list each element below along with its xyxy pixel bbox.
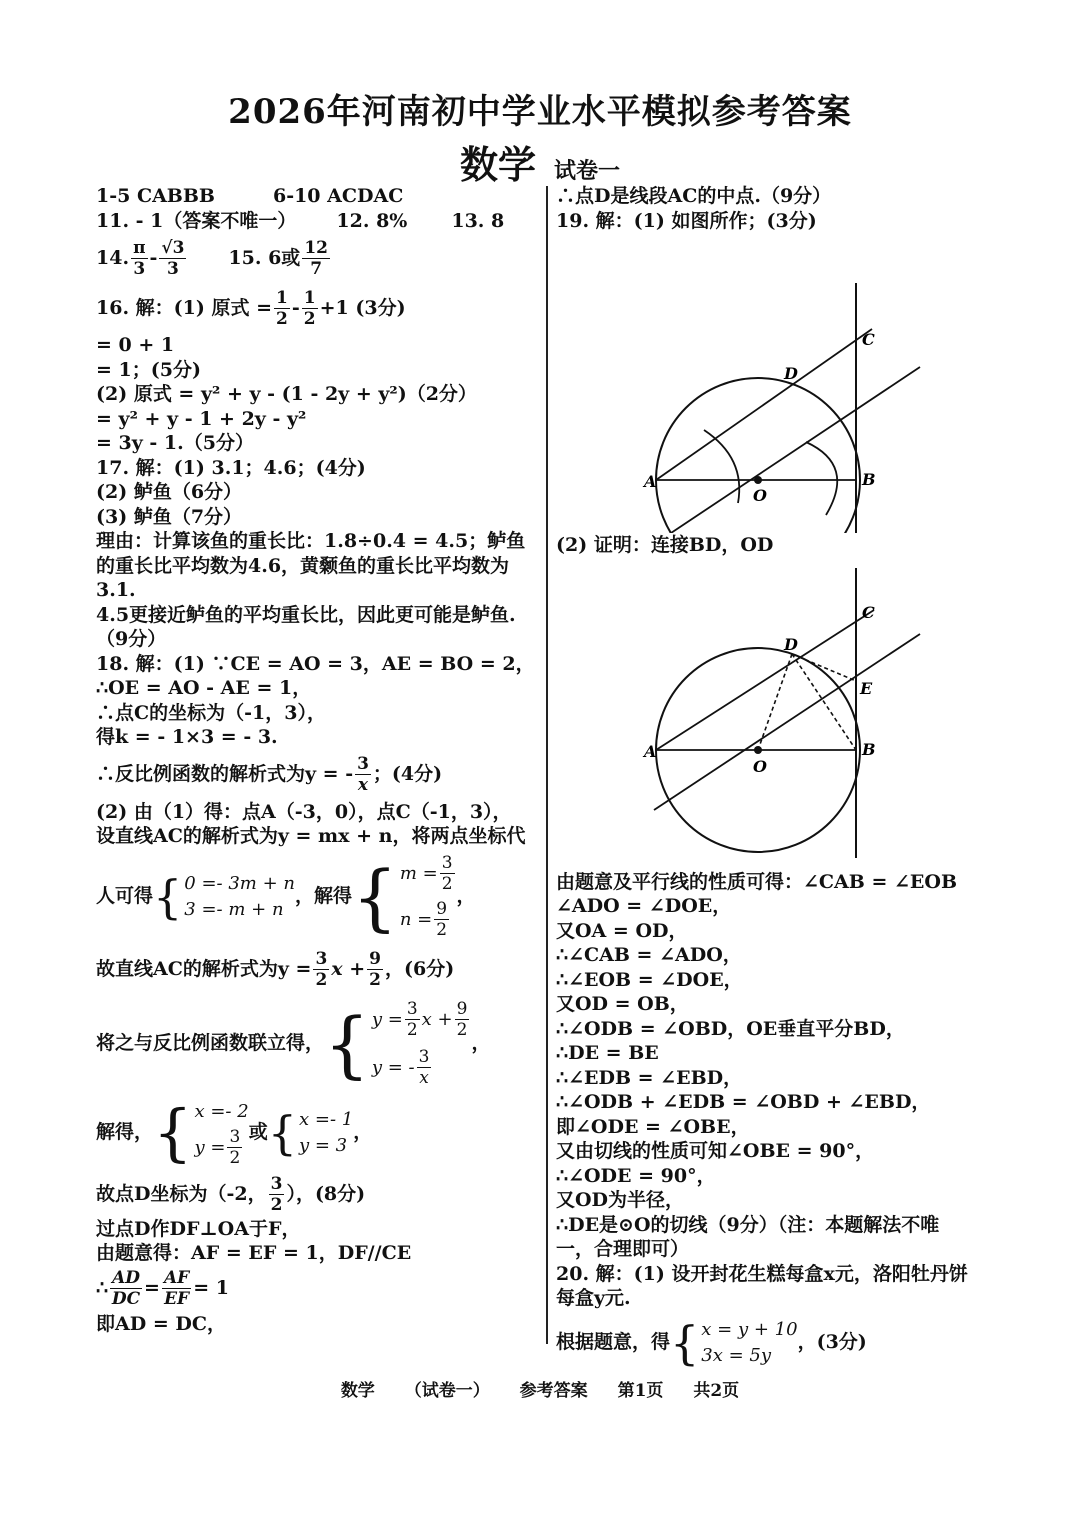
q18-solution-mn: { m = $\frac{3}{2}$ n = $\frac{9}{2}$ [352,853,453,940]
q18-system1-eq2: 3 =- m + n [184,898,284,920]
q18-line15-result: = 1 [193,1277,229,1300]
q18-line5 [96,750,540,800]
answer-12: 12. 8% [336,209,408,232]
footer-subject: 数学 [340,1381,375,1401]
q20-system-score: ，(3分) [797,1331,867,1354]
paper-name: 试卷一 [554,158,621,184]
answers-1-10 [96,184,540,209]
q18-line9-x: x + [331,958,366,981]
fig1-label-o: O [753,486,767,505]
q18-system2-y2: y = - [371,1056,415,1078]
q18-line9-text: 故直线AC的解析式为y = [96,958,312,981]
left-column [96,184,540,1336]
answers-11-13 [96,209,540,234]
q18-system1: { 0 =- 3m + n 3 =- m + n [153,869,295,924]
q18-root2-x: x =- 1 [298,1108,354,1130]
answer-13: 13. 8 [451,209,505,232]
q18-root1-y: y = [194,1136,226,1158]
q19-proof-16: 一，合理即可） [556,1238,690,1260]
q18-system2-row [96,995,540,1093]
fig1-label-b: B [862,470,876,489]
page-footer [0,1376,1080,1401]
q18-line9-score: ，(6分) [385,958,455,981]
fig2-od-dashed [758,654,792,750]
q19-proof-11: 即∠ODE = ∠OBE， [556,1115,750,1138]
fig2-label-a: A [644,741,657,761]
column-divider [546,186,548,1344]
q18-line5-frac: $\frac{3}{x}$ [357,754,369,795]
q19-proof-12: 又由切线的性质可知∠OBE = 90°， [556,1140,875,1162]
answers-14-15 [96,233,540,283]
q18-line12-frac: $\frac{3}{2}$ [270,1174,283,1215]
q17-reason: 理由：计算该鱼的重长比：1.8÷0.4 = 4.5；鲈鱼的重长比平均数为4.6，黄颡鱼的重长比平均数为3.1. [96,530,526,601]
footer-page: 第1页 [617,1381,664,1401]
fig2-center-point [754,746,762,754]
q18-system2-y1: y = [371,1008,403,1030]
q16-line3: = 1；(5分) [96,358,201,381]
q18-or: 或 [248,1121,268,1144]
q18-roots-comma: ， [353,1121,373,1144]
q18-line15-frac2: $\frac{AF}{EF}$ [163,1268,190,1309]
q18-m-frac: $\frac{3}{2}$ [441,853,453,894]
q16-line4: (2) 原式 = y² + y - (1 - 2y + y²)（2分） [96,383,477,405]
q18-line2: ∴OE = AO - AE = 1， [96,677,312,699]
answer-14-frac2: $\frac{√3}{3}$ [161,237,185,279]
page-title: 2026年河南初中学业水平模拟参考答案 [228,92,852,132]
q19-proof-heading: (2) 证明：连接BD，OD [556,534,774,556]
q17-conclusion: 4.5更接近鲈鱼的平均重长比，因此更可能是鲈鱼.（9分） [96,603,516,650]
q18-line16: 即AD = DC， [96,1312,226,1335]
q18-line9-frac2: $\frac{9}{2}$ [369,949,382,990]
q18-line12-score: ），(8分) [286,1183,366,1206]
q18-system2-comma: ， [471,1032,491,1055]
q18-line7: 设直线AC的解析式为y = mx + n，将两点坐标代 [96,825,526,847]
q19-proof-9: ∴∠EDB = ∠EBD， [556,1066,743,1089]
q19-proof-7: ∴∠ODB = ∠OBD，OE垂直平分BD， [556,1017,905,1040]
q18-line5-score: ；(4分) [372,763,443,786]
q20-system-intro: 根据题意，得 [556,1331,671,1354]
fig2-label-b: B [862,739,876,759]
q19-proof-2: ∠ADO = ∠DOE， [556,895,732,917]
q18-line12 [96,1173,540,1217]
q18-roots-row [96,1093,540,1173]
fig2-parallel-line [654,634,920,810]
q18-line15 [96,1266,540,1312]
q17-line3: (3) 鲈鱼（7分） [96,505,243,528]
q18-line12-text: 故点D坐标为（-2， [96,1183,267,1206]
q18-system1-row [96,849,540,945]
q20-system-eq1: x = y + 10 [701,1318,798,1340]
q16-frac2: $\frac{1}{2}$ [303,287,316,329]
subject-heading [0,134,1080,189]
q20-system-row [556,1311,988,1375]
q18-system1-intro: 人可得 [96,885,154,908]
fig2-bd-dashed [792,654,856,750]
q19-proof-15: ∴DE是⊙O的切线（9分）（注：本题解法不唯 [556,1213,940,1236]
q19-proof-13: ∴∠ODE = 90°， [556,1164,716,1187]
q18-line9-frac1: $\frac{3}{2}$ [315,949,328,990]
q20-system: { x = y + 10 3x = 5y [670,1315,798,1370]
q16-line2: = 0 + 1 [96,334,175,356]
q19-proof-6: 又OD = OB， [556,993,689,1015]
q16-frac1: $\frac{1}{2}$ [276,287,288,329]
q18-line9 [96,945,540,995]
q16-suffix: +1 (3分) [319,296,406,319]
q19-figure-1 [556,233,988,533]
q18-roots-intro: 解得， [96,1121,154,1144]
q18-line1: 18. 解：(1) ∵CE = AO = 3，AE = BO = 2， [96,652,535,675]
answer-11: 11. - 1（答案不唯一） [96,209,297,232]
footer-answer: 参考答案 [519,1381,588,1401]
fig2-label-d: D [784,634,798,654]
q16-prefix: 16. 解：(1) 原式 = [96,296,273,319]
fig2-label-c: C [862,602,875,622]
subject-name: 数学 [459,142,536,187]
q17-line2: (2) 鲈鱼（6分） [96,481,243,503]
fig1-parallel-line [626,367,920,533]
q18-line15-eq: = [144,1277,160,1300]
answers-6-10: 6-10 ACDAC [272,185,404,207]
q16-line5: = y² + y - 1 + 2y - y² [96,407,307,430]
q18-system2-intro: 将之与反比例函数联立得， [96,1032,325,1055]
q18-line5-text: ∴反比例函数的解析式为y = - [96,763,354,786]
q18-line15-therefore: ∴ [96,1277,109,1300]
q16-minus: - [291,296,300,319]
q19-proof-1: 由题意及平行线的性质可得：∠CAB = ∠EOB [556,870,958,893]
footer-paper: （试卷一） [404,1381,490,1401]
answer-14-label: 14. [96,246,130,269]
q16-line1 [96,283,540,333]
q18-system2-x: x + [421,1008,453,1030]
q18-line4: 得k = - 1×3 = - 3. [96,726,278,748]
q18-line15-frac1: $\frac{AD}{DC}$ [111,1268,141,1309]
q18-system2: { y = $\frac{3}{2}$ x + $\frac{9}{2}$ y = - $\frac{3}{x}$ [324,999,468,1088]
q18-m: m = [399,862,438,884]
q18-line3: ∴点C的坐标为（-1，3）， [96,701,326,724]
q19-figure-2 [556,558,988,870]
answer-14-minus: - [149,246,158,269]
answer-14-frac1: $\frac{\pi}{3}$ [133,237,146,279]
q18-line14: 由题意得：AF = EF = 1，DF//CE [96,1242,412,1264]
q18-line6: (2) 由（1）得：点A（-3，0），点C（-1，3）， [96,800,512,823]
fig1-label-d: D [784,364,798,383]
q18-line13: 过点D作DF⊥OA于F， [96,1217,301,1240]
q18-n-frac: $\frac{9}{2}$ [436,899,448,940]
fig2-label-e: E [860,678,873,698]
q19-proof-10: ∴∠ODB + ∠EDB = ∠OBD + ∠EBD， [556,1091,931,1113]
fig1-label-a: A [644,472,657,491]
q19-line1: 19. 解：(1) 如图所作；(3分) [556,209,817,232]
fig2-label-o: O [753,756,767,776]
q19-proof-4: ∴∠CAB = ∠ADO， [556,944,742,966]
q18-system1-comma: ， [456,885,476,908]
q16-line6: = 3y - 1.（5分） [96,432,254,454]
q18-root1-x: x =- 2 [194,1100,249,1122]
answer-15-label: 15. 6或 [228,246,301,269]
footer-total: 共2页 [693,1381,740,1401]
q20-line1: 20. 解：(1) 设开封花生糕每盒x元，洛阳牡丹饼 [556,1262,968,1285]
q18-conclusion: ∴点D是线段AC的中点.（9分） [556,185,832,207]
q19-proof-5: ∴∠EOB = ∠DOE， [556,968,743,991]
answers-1-5: 1-5 CABBB [96,185,215,207]
right-column [556,184,988,1375]
q19-proof-14: 又OD为半径， [556,1189,685,1211]
q20-system-eq2: 3x = 5y [701,1344,772,1366]
q18-system1-eq1: 0 =- 3m + n [184,872,295,894]
fig1-center-point [754,476,762,484]
q20-line2: 每盒y元. [556,1287,631,1309]
q18-root1: { x =- 2 y = $\frac{3}{2}$ [153,1095,249,1169]
answer-15-frac: $\frac{12}{7}$ [304,237,328,279]
fig1-label-c: C [862,330,875,349]
q17-line1: 17. 解：(1) 3.1；4.6；(4分) [96,456,366,479]
q19-proof-3: 又OA = OD， [556,919,688,942]
q18-root2-y: y = 3 [298,1134,348,1156]
q18-solve-label: ，解得 [295,885,353,908]
q19-proof-8: ∴DE = BE [556,1042,659,1064]
fig1-arc-right [806,442,837,515]
q18-root2: { x =- 1 y = 3 [267,1105,354,1160]
q18-n: n = [399,908,433,930]
